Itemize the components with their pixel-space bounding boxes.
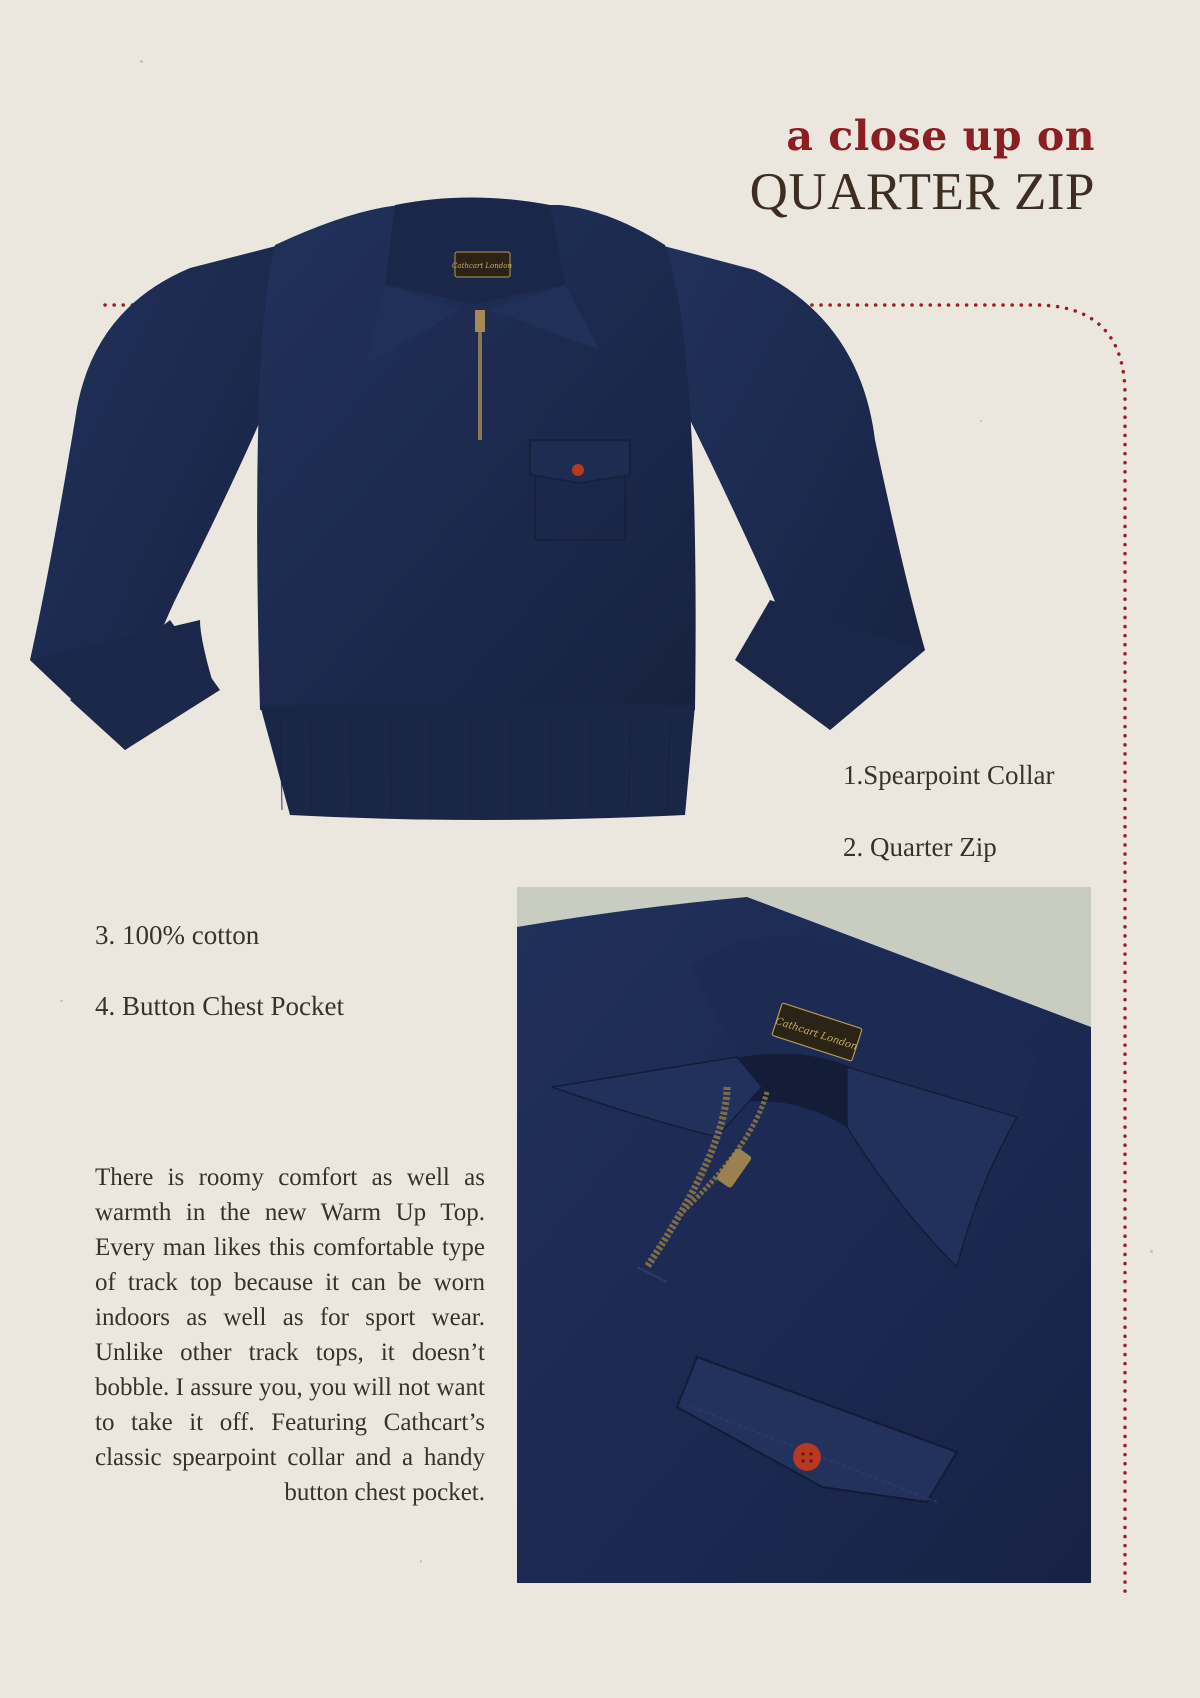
feature-item-1: 1.Spearpoint Collar [843, 760, 1055, 790]
brand-label-text: Cathcart London [452, 262, 512, 270]
collar-zip-pocket-closeup-photo [517, 887, 1091, 1583]
quarter-zip-top-product-photo [10, 190, 940, 880]
feature-item-4: 4. Button Chest Pocket [95, 991, 344, 1021]
feature-item-2: 2. Quarter Zip [843, 832, 997, 862]
heading-line-2: QUARTER ZIP [749, 163, 1095, 221]
heading-line-1: a close up on [786, 112, 1095, 160]
description-paragraph: There is roomy comfort as well as warmth in the new Warm Up Top. Every man likes this comfortable type of track top because it can be worn indoors as well as for sport wear. Unlike other track tops, it doesn’t bobble. I assure you, you will not want to take it off. Featuring Cathcart’s classic spearpoint collar and a handy button chest pocket. [95, 1164, 485, 1506]
feature-item-3: 3. 100% cotton [95, 920, 260, 950]
closeup-brand-label-text: Cathcart London [773, 1015, 859, 1053]
